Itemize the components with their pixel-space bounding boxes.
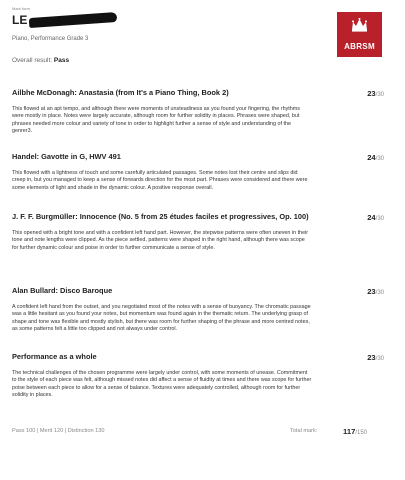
total-mark — [343, 427, 367, 436]
crown-icon — [351, 18, 368, 32]
performance-section — [12, 346, 387, 400]
mark-out-of: /30 — [375, 356, 384, 362]
footer — [12, 428, 387, 440]
piece-comment: The technical challenges of the chosen programme were largely under control, with some moments of unease. Commitment to the style of each piece was felt, although missed notes did affect a sense of fluidity at times and there was scope for further poise between each piece to allow for a sense of balance. Textures were adequately controlled, although room for further solidity in places. — [12, 370, 312, 399]
piece-title: Alan Bullard: Disco Baroque — [12, 286, 113, 295]
piece-mark — [367, 212, 384, 225]
total-label: Total mark: — [290, 428, 318, 434]
abrsm-logo — [337, 12, 382, 57]
mark-out-of: /30 — [375, 290, 384, 296]
name-redaction — [29, 12, 117, 28]
mark-value: 23 — [367, 89, 376, 98]
overall-label: Overall result: — [12, 57, 53, 64]
piece-section — [12, 206, 387, 252]
piece-section — [12, 280, 387, 334]
grade-line: Piano, Performance Grade 3 — [12, 36, 89, 42]
mark-out-of: /30 — [375, 156, 384, 162]
piece-comment: This flowed with a lightness of touch and some carefully articulated passages. Some notes lost their centre and slips did creep in, but you managed to keep a sense of forwards direction for the most part. Phrases were considered and there were some elements of light and shade in the dynamic colour. A positive response overall. — [12, 170, 308, 191]
piece-comment: A confident left hand from the outset, and you negotiated most of the notes with a sense of buoyancy. The chromatic passage was a little hesitant as you found your notes, but momentum was found again in the thematic return. The underlying grasp of shape and tone was flexible and mostly stylish, but there was room for further shaping of the phrase and more centred notes, as some patterns felt a little too clipped and not always under control. — [12, 304, 311, 333]
piece-title: Handel: Gavotte in G, HWV 491 — [12, 152, 121, 161]
piece-title: Ailbhe McDonagh: Anastasia (from It's a Piano Thing, Book 2) — [12, 88, 229, 97]
piece-mark — [367, 152, 384, 165]
total-value: 117 — [343, 427, 356, 436]
piece-comment: This opened with a bright tone and with a confident left hand part. However, the stepwise patterns were often uneven in their tone and note lengths were clipped. As the piece settled, patterns were shaped in the right hand, although there was scope for further dynamic colour and poise in order to further communicate a sense of style. — [12, 230, 309, 251]
overall-value: Pass — [53, 57, 70, 64]
mark-value: 24 — [367, 153, 376, 162]
mark-out-of: /30 — [375, 216, 384, 222]
piece-title: Performance as a whole — [12, 352, 97, 361]
candidate-name — [12, 13, 117, 27]
mark-value: 24 — [367, 213, 376, 222]
overall-result — [12, 57, 69, 64]
total-out-of: /150 — [355, 430, 367, 436]
piece-section — [12, 82, 387, 136]
mark-out-of: /30 — [375, 92, 384, 98]
logo-text: ABRSM — [344, 42, 375, 51]
grade-thresholds: Pass 100 | Merit 120 | Distinction 130 — [12, 428, 105, 434]
piece-title: J. F. F. Burgmüller: Innocence (No. 5 from 25 études faciles et progressives, Op. 100) — [12, 212, 309, 221]
form-label: Mark form — [12, 6, 30, 11]
piece-section — [12, 146, 387, 192]
mark-value: 23 — [367, 353, 376, 362]
piece-mark — [367, 286, 384, 299]
piece-mark — [367, 352, 384, 365]
candidate-initials: LE — [12, 13, 28, 27]
piece-mark — [367, 88, 384, 101]
mark-value: 23 — [367, 287, 376, 296]
piece-comment: This flowed at an apt tempo, and although there were moments of unsteadiness as you found your fingering, the rhythms were mostly in place. Notes were largely accurate, although room for further solidity in places. Phrases were shaped, but phrases needed more colour and variety of tone in order to highlight further a sense of style and understanding of the genrer3. — [12, 106, 300, 135]
